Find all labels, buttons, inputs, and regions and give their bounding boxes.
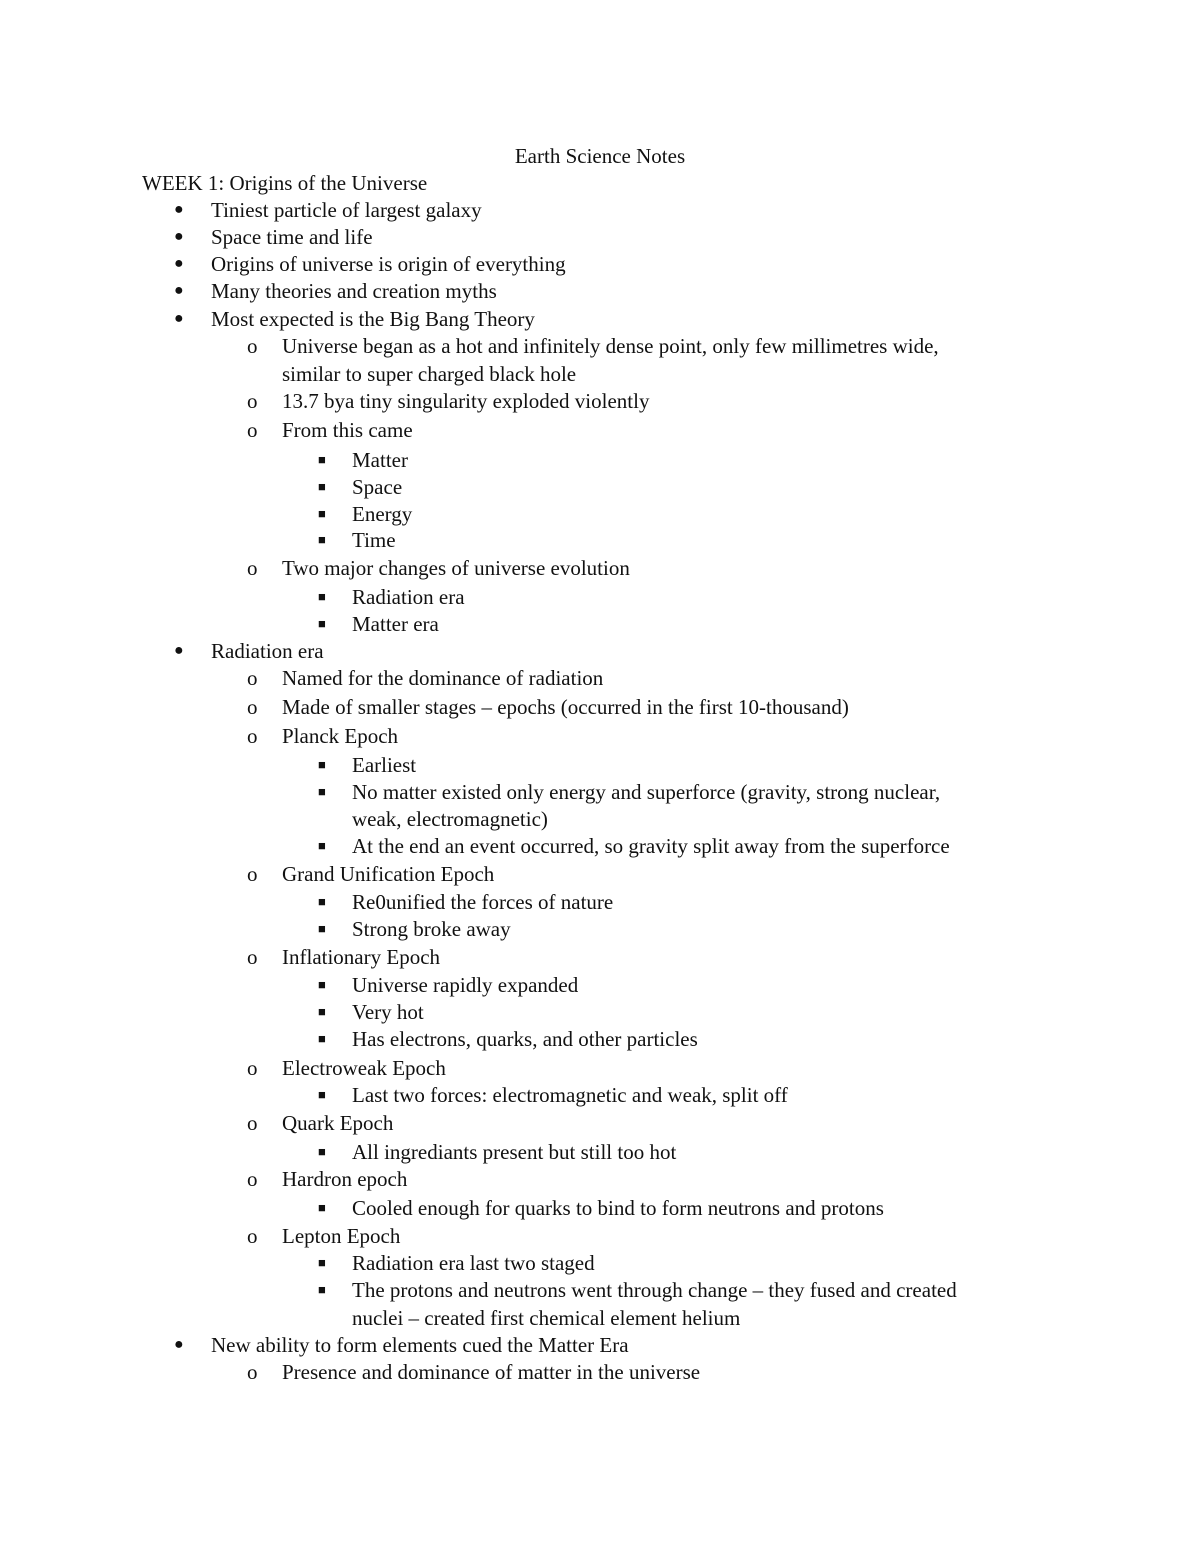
list-item: Inflationary Epoch (282, 945, 441, 969)
list-item: Energy (352, 502, 413, 526)
bullet-dot-icon: ● (174, 642, 184, 659)
bullet-dot-icon: ● (174, 310, 184, 327)
bullet-square-icon: ■ (318, 1087, 326, 1102)
section-heading: WEEK 1: Origins of the Universe (142, 171, 428, 195)
bullet-dot-icon: ● (174, 1336, 184, 1353)
bullet-square-icon: ■ (318, 616, 326, 631)
bullet-dot-icon: ● (174, 282, 184, 299)
list-item: Matter era (352, 612, 439, 636)
bullet-circle-icon: o (247, 666, 258, 690)
list-item: Earliest (352, 753, 417, 777)
bullet-square-icon: ■ (318, 921, 326, 936)
bullet-square-icon: ■ (318, 506, 326, 521)
list-item: Two major changes of universe evolution (282, 556, 630, 580)
list-item: Radiation era (352, 585, 465, 609)
bullet-circle-icon: o (247, 724, 258, 748)
list-item: From this came (282, 418, 413, 442)
bullet-square-icon: ■ (318, 757, 326, 772)
bullet-dot-icon: ● (174, 228, 184, 245)
bullet-square-icon: ■ (318, 532, 326, 547)
list-item: Presence and dominance of matter in the universe (282, 1360, 701, 1384)
bullet-square-icon: ■ (318, 894, 326, 909)
bullet-square-icon: ■ (318, 479, 326, 494)
list-item: Strong broke away (352, 917, 511, 941)
list-item: Space (352, 475, 403, 499)
list-item: Origins of universe is origin of everything (211, 252, 566, 276)
bullet-circle-icon: o (247, 389, 258, 413)
list-item: The protons and neutrons went through change – they fused and created (352, 1278, 957, 1302)
bullet-square-icon: ■ (318, 1282, 326, 1297)
bullet-square-icon: ■ (318, 1255, 326, 1270)
bullet-square-icon: ■ (318, 1200, 326, 1215)
bullet-circle-icon: o (247, 1111, 258, 1135)
list-item: Time (352, 528, 396, 552)
list-item: Lepton Epoch (282, 1224, 401, 1248)
bullet-circle-icon: o (247, 1360, 258, 1384)
list-item: Most expected is the Big Bang Theory (211, 307, 535, 331)
list-item: Last two forces: electromagnetic and weak, split off (352, 1083, 788, 1107)
list-item: Radiation era (211, 639, 324, 663)
bullet-circle-icon: o (247, 1224, 258, 1248)
bullet-square-icon: ■ (318, 838, 326, 853)
list-item: Grand Unification Epoch (282, 862, 495, 886)
list-item: Re0unified the forces of nature (352, 890, 614, 914)
list-item: Quark Epoch (282, 1111, 394, 1135)
bullet-square-icon: ■ (318, 1004, 326, 1019)
list-item: At the end an event occurred, so gravity split away from the superforce (352, 834, 950, 858)
list-item: Many theories and creation myths (211, 279, 497, 303)
bullet-square-icon: ■ (318, 977, 326, 992)
list-item: Very hot (352, 1000, 424, 1024)
bullet-dot-icon: ● (174, 201, 184, 218)
list-item: Universe rapidly expanded (352, 973, 579, 997)
list-item: Radiation era last two staged (352, 1251, 595, 1275)
bullet-circle-icon: o (247, 695, 258, 719)
bullet-circle-icon: o (247, 418, 258, 442)
bullet-circle-icon: o (247, 334, 258, 358)
bullet-circle-icon: o (247, 1167, 258, 1191)
bullet-circle-icon: o (247, 556, 258, 580)
list-item: Has electrons, quarks, and other particles (352, 1027, 698, 1051)
list-item: Cooled enough for quarks to bind to form neutrons and protons (352, 1196, 884, 1220)
list-item-continuation: similar to super charged black hole (282, 362, 577, 386)
list-item: Electroweak Epoch (282, 1056, 446, 1080)
bullet-square-icon: ■ (318, 1144, 326, 1159)
list-item: Matter (352, 448, 408, 472)
list-item: Named for the dominance of radiation (282, 666, 604, 690)
bullet-square-icon: ■ (318, 784, 326, 799)
bullet-square-icon: ■ (318, 589, 326, 604)
bullet-circle-icon: o (247, 945, 258, 969)
document-title: Earth Science Notes (514, 144, 686, 168)
list-item: Planck Epoch (282, 724, 399, 748)
list-item: Made of smaller stages – epochs (occurred in the first 10-thousand) (282, 695, 849, 719)
list-item: 13.7 bya tiny singularity exploded violently (282, 389, 650, 413)
list-item-continuation: nuclei – created first chemical element helium (352, 1306, 741, 1330)
list-item: Space time and life (211, 225, 373, 249)
bullet-circle-icon: o (247, 1056, 258, 1080)
list-item: All ingrediants present but still too hot (352, 1140, 677, 1164)
list-item: Universe began as a hot and infinitely dense point, only few millimetres wide, (282, 334, 939, 358)
list-item-continuation: weak, electromagnetic) (352, 807, 548, 831)
bullet-square-icon: ■ (318, 1031, 326, 1046)
list-item: No matter existed only energy and superforce (gravity, strong nuclear, (352, 780, 941, 804)
list-item: New ability to form elements cued the Matter Era (211, 1333, 629, 1357)
bullet-circle-icon: o (247, 862, 258, 886)
list-item: Tiniest particle of largest galaxy (211, 198, 482, 222)
list-item: Hardron epoch (282, 1167, 408, 1191)
bullet-dot-icon: ● (174, 255, 184, 272)
bullet-square-icon: ■ (318, 452, 326, 467)
